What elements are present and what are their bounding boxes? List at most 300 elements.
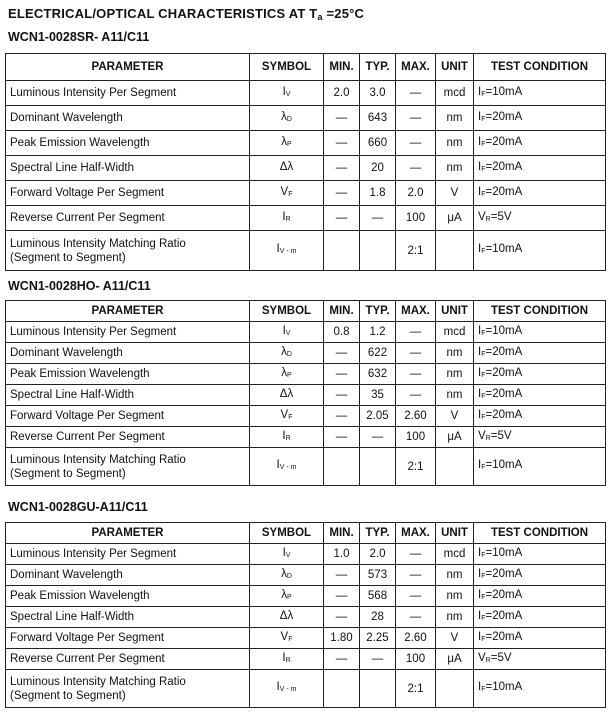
symbol-text: V: [280, 630, 289, 643]
cell-typ: 28: [360, 607, 396, 628]
symbol-subscript: V: [285, 329, 291, 337]
cell-min: —: [324, 181, 360, 206]
cell-typ: 643: [360, 106, 396, 131]
symbol-subscript: P: [287, 593, 292, 601]
cell-max: —: [396, 131, 436, 156]
parameter-text: Dominant Wavelength: [10, 347, 123, 359]
parameter-text: Dominant Wavelength: [10, 112, 123, 124]
condition-subscript: F: [481, 350, 486, 358]
cell-parameter: [6, 322, 250, 343]
condition-value: =20mA: [485, 630, 523, 643]
cell-min: —: [324, 649, 360, 670]
condition-subscript: F: [481, 464, 486, 471]
header-unit: UNIT: [436, 523, 474, 544]
condition-subscript: R: [485, 215, 491, 223]
cell-symbol: [250, 322, 324, 343]
cell-typ: 2.25: [360, 628, 396, 649]
cell-min: —: [324, 607, 360, 628]
header-max: MAX.: [396, 523, 436, 544]
condition-value: =10mA: [485, 85, 523, 98]
header-parameter: PARAMETER: [6, 301, 250, 322]
cell-typ: 3.0: [360, 81, 396, 106]
cell-test-condition: [474, 156, 606, 181]
symbol-subscript: R: [285, 215, 291, 223]
cell-max: —: [396, 385, 436, 406]
spec-table: [5, 53, 606, 271]
parameter-text: Forward Voltage Per Segment: [10, 187, 165, 199]
cell-test-condition: [474, 628, 606, 649]
symbol-text: I: [276, 681, 280, 693]
condition-value: =5V: [490, 210, 512, 223]
parameter-text: Spectral Line Half-Width: [10, 162, 134, 174]
cell-test-condition: [474, 81, 606, 106]
condition-value: =5V: [490, 651, 512, 664]
condition-symbol: I: [478, 160, 482, 173]
cell-typ: [360, 670, 396, 708]
header-symbol: SYMBOL: [250, 523, 324, 544]
cell-max: 2:1: [396, 448, 436, 486]
parameter-text: Forward Voltage Per Segment: [10, 632, 165, 644]
parameter-text: Forward Voltage Per Segment: [10, 410, 165, 422]
table-row: [6, 448, 606, 486]
cell-max: —: [396, 106, 436, 131]
cell-unit: nm: [436, 364, 474, 385]
cell-test-condition: [474, 231, 606, 271]
cell-parameter: [6, 649, 250, 670]
symbol-text: I: [282, 85, 286, 98]
symbol-text: I: [282, 210, 286, 223]
cell-parameter: [6, 231, 250, 271]
table-row: [6, 649, 606, 670]
section-title: WCN1-0028SR- A11/C11: [8, 30, 150, 44]
cell-min: —: [324, 427, 360, 448]
condition-subscript: F: [481, 371, 486, 379]
condition-subscript: F: [481, 248, 486, 255]
table-row: [6, 607, 606, 628]
cell-symbol: [250, 544, 324, 565]
condition-value: =20mA: [485, 110, 523, 123]
cell-unit: mcd: [436, 544, 474, 565]
cell-max: 2.60: [396, 406, 436, 427]
table-row: [6, 364, 606, 385]
condition-subscript: R: [485, 656, 491, 664]
cell-max: 2.0: [396, 181, 436, 206]
table-row: [6, 106, 606, 131]
symbol-text: λ: [281, 345, 287, 358]
cell-min: —: [324, 364, 360, 385]
table-row: [6, 544, 606, 565]
cell-min: [324, 670, 360, 708]
parameter-text: Reverse Current Per Segment: [10, 653, 165, 665]
cell-symbol: [250, 406, 324, 427]
symbol-text: V: [280, 185, 289, 198]
cell-max: 2:1: [396, 231, 436, 271]
cell-typ: 622: [360, 343, 396, 364]
parameter-text: Spectral Line Half-Width: [10, 389, 134, 401]
cell-max: —: [396, 156, 436, 181]
symbol-subscript: P: [287, 140, 292, 148]
condition-symbol: V: [478, 651, 486, 664]
cell-symbol: [250, 131, 324, 156]
table-row: [6, 156, 606, 181]
cell-parameter: [6, 364, 250, 385]
cell-unit: nm: [436, 131, 474, 156]
cell-test-condition: [474, 322, 606, 343]
condition-value: =10mA: [485, 324, 523, 337]
header-max: MAX.: [396, 301, 436, 322]
header-parameter: PARAMETER: [6, 523, 250, 544]
cell-unit: nm: [436, 565, 474, 586]
header-symbol: SYMBOL: [250, 54, 324, 81]
cell-test-condition: [474, 565, 606, 586]
cell-symbol: [250, 649, 324, 670]
cell-typ: 20: [360, 156, 396, 181]
cell-symbol: [250, 106, 324, 131]
table-row: [6, 385, 606, 406]
condition-value: =20mA: [485, 609, 523, 622]
condition-subscript: F: [481, 413, 486, 421]
cell-max: 100: [396, 206, 436, 231]
table-row: [6, 181, 606, 206]
cell-max: —: [396, 81, 436, 106]
parameter-text: Luminous Intensity Matching Ratio: [10, 237, 186, 250]
cell-parameter: [6, 406, 250, 427]
table-row: [6, 231, 606, 271]
cell-unit: [436, 448, 474, 486]
symbol-subscript: V - m: [279, 248, 297, 255]
cell-unit: [436, 231, 474, 271]
cell-symbol: [250, 670, 324, 708]
parameter-text-line2: (Segment to Segment): [10, 689, 126, 702]
header-row: [6, 523, 606, 544]
parameter-text: Luminous Intensity Matching Ratio: [10, 675, 186, 688]
cell-symbol: [250, 607, 324, 628]
cell-parameter: [6, 156, 250, 181]
symbol-text: Δλ: [279, 387, 294, 400]
symbol-text: I: [282, 546, 286, 559]
parameter-text: Luminous Intensity Matching Ratio: [10, 453, 186, 466]
condition-symbol: I: [478, 609, 482, 622]
parameter-text-line2: (Segment to Segment): [10, 467, 126, 480]
cell-test-condition: [474, 364, 606, 385]
cell-unit: mcd: [436, 81, 474, 106]
condition-symbol: I: [478, 567, 482, 580]
symbol-subscript: D: [286, 115, 292, 123]
condition-symbol: I: [478, 324, 482, 337]
cell-typ: 1.2: [360, 322, 396, 343]
section-title: WCN1-0028HO- A11/C11: [8, 279, 151, 293]
cell-unit: μA: [436, 649, 474, 670]
cell-test-condition: [474, 106, 606, 131]
header-typ: TYP.: [360, 523, 396, 544]
cell-parameter: [6, 628, 250, 649]
symbol-text: λ: [281, 366, 288, 379]
parameter-text: Reverse Current Per Segment: [10, 431, 165, 443]
condition-subscript: F: [481, 686, 486, 693]
header-row: [6, 54, 606, 81]
cell-max: —: [396, 544, 436, 565]
cell-parameter: [6, 181, 250, 206]
header-test-condition: TEST CONDITION: [474, 54, 606, 81]
cell-max: 100: [396, 649, 436, 670]
cell-unit: V: [436, 181, 474, 206]
header-min: MIN.: [324, 54, 360, 81]
header-parameter: PARAMETER: [6, 54, 250, 81]
table-row: [6, 586, 606, 607]
condition-symbol: V: [478, 429, 486, 442]
cell-typ: [360, 448, 396, 486]
parameter-text-line2: (Segment to Segment): [10, 251, 126, 264]
parameter-text: Peak Emission Wavelength: [10, 590, 150, 602]
parameter-text: Luminous Intensity Per Segment: [10, 326, 177, 338]
symbol-text: Δλ: [279, 609, 294, 622]
cell-parameter: [6, 385, 250, 406]
symbol-subscript: D: [286, 572, 292, 580]
cell-symbol: [250, 231, 324, 271]
cell-symbol: [250, 385, 324, 406]
symbol-subscript: F: [288, 635, 293, 643]
condition-symbol: I: [478, 588, 482, 601]
condition-subscript: F: [481, 329, 486, 337]
cell-symbol: [250, 181, 324, 206]
symbol-text: I: [282, 651, 286, 664]
cell-unit: nm: [436, 607, 474, 628]
table-row: [6, 628, 606, 649]
cell-symbol: [250, 448, 324, 486]
cell-min: 0.8: [324, 322, 360, 343]
cell-test-condition: [474, 343, 606, 364]
header-test-condition: TEST CONDITION: [474, 301, 606, 322]
cell-parameter: [6, 607, 250, 628]
symbol-text: V: [280, 408, 289, 421]
table-body: [6, 322, 606, 486]
cell-symbol: [250, 565, 324, 586]
condition-value: =20mA: [485, 366, 523, 379]
table-row: [6, 406, 606, 427]
table-row: [6, 427, 606, 448]
cell-unit: nm: [436, 156, 474, 181]
cell-typ: 35: [360, 385, 396, 406]
cell-test-condition: [474, 131, 606, 156]
parameter-text: Peak Emission Wavelength: [10, 368, 150, 380]
condition-symbol: I: [478, 366, 482, 379]
cell-parameter: [6, 670, 250, 708]
condition-value: =20mA: [485, 160, 523, 173]
header-row: [6, 301, 606, 322]
symbol-text: I: [276, 459, 280, 471]
condition-value: =10mA: [485, 681, 523, 693]
cell-symbol: [250, 343, 324, 364]
header-typ: TYP.: [360, 301, 396, 322]
symbol-subscript: R: [285, 434, 291, 442]
symbol-subscript: V - m: [279, 686, 297, 693]
condition-value: =20mA: [485, 387, 523, 400]
header-min: MIN.: [324, 301, 360, 322]
cell-parameter: [6, 544, 250, 565]
cell-min: —: [324, 131, 360, 156]
cell-min: 1.80: [324, 628, 360, 649]
condition-symbol: I: [478, 387, 482, 400]
condition-subscript: R: [485, 434, 491, 442]
title-suffix: =25°C: [322, 6, 365, 21]
parameter-text: Spectral Line Half-Width: [10, 611, 134, 623]
table-row: [6, 343, 606, 364]
condition-subscript: F: [481, 614, 486, 622]
cell-min: —: [324, 565, 360, 586]
condition-subscript: F: [481, 140, 486, 148]
condition-value: =20mA: [485, 345, 523, 358]
cell-min: 2.0: [324, 81, 360, 106]
condition-value: =20mA: [485, 408, 523, 421]
cell-test-condition: [474, 670, 606, 708]
symbol-subscript: V - m: [279, 464, 297, 471]
spec-table: [5, 522, 606, 708]
cell-symbol: [250, 81, 324, 106]
parameter-text: Dominant Wavelength: [10, 569, 123, 581]
cell-typ: 2.05: [360, 406, 396, 427]
cell-test-condition: [474, 448, 606, 486]
condition-symbol: I: [478, 243, 482, 255]
condition-symbol: I: [478, 630, 482, 643]
symbol-text: λ: [281, 135, 288, 148]
cell-unit: μA: [436, 427, 474, 448]
condition-value: =20mA: [485, 567, 523, 580]
cell-unit: nm: [436, 343, 474, 364]
page-title: [8, 6, 364, 22]
cell-parameter: [6, 106, 250, 131]
cell-test-condition: [474, 406, 606, 427]
header-unit: UNIT: [436, 54, 474, 81]
header-max: MAX.: [396, 54, 436, 81]
condition-symbol: V: [478, 210, 486, 223]
header-symbol: SYMBOL: [250, 301, 324, 322]
parameter-text: Luminous Intensity Per Segment: [10, 548, 177, 560]
cell-parameter: [6, 586, 250, 607]
cell-parameter: [6, 565, 250, 586]
condition-symbol: I: [478, 135, 482, 148]
symbol-subscript: V: [285, 551, 291, 559]
condition-subscript: F: [481, 115, 486, 123]
cell-symbol: [250, 586, 324, 607]
condition-subscript: F: [481, 593, 486, 601]
condition-subscript: F: [481, 165, 486, 173]
cell-max: —: [396, 607, 436, 628]
cell-max: —: [396, 565, 436, 586]
symbol-subscript: D: [286, 350, 292, 358]
table-body: [6, 544, 606, 708]
condition-value: =20mA: [485, 588, 523, 601]
cell-parameter: [6, 206, 250, 231]
parameter-text: Peak Emission Wavelength: [10, 137, 150, 149]
condition-symbol: I: [478, 110, 482, 123]
table-row: [6, 670, 606, 708]
table-row: [6, 131, 606, 156]
cell-symbol: [250, 628, 324, 649]
condition-value: =10mA: [485, 243, 523, 255]
condition-value: =20mA: [485, 135, 523, 148]
cell-min: —: [324, 406, 360, 427]
header-typ: TYP.: [360, 54, 396, 81]
cell-parameter: [6, 131, 250, 156]
condition-symbol: I: [478, 185, 482, 198]
cell-min: —: [324, 206, 360, 231]
cell-typ: 1.8: [360, 181, 396, 206]
symbol-text: λ: [281, 588, 288, 601]
condition-value: =5V: [490, 429, 512, 442]
cell-typ: 2.0: [360, 544, 396, 565]
cell-max: —: [396, 364, 436, 385]
cell-unit: [436, 670, 474, 708]
header-min: MIN.: [324, 523, 360, 544]
condition-value: =20mA: [485, 185, 523, 198]
parameter-text: Luminous Intensity Per Segment: [10, 87, 177, 99]
cell-test-condition: [474, 649, 606, 670]
section-title: WCN1-0028GU-A11/C11: [8, 500, 148, 514]
symbol-text: λ: [281, 567, 287, 580]
cell-parameter: [6, 343, 250, 364]
cell-unit: nm: [436, 586, 474, 607]
cell-max: 2:1: [396, 670, 436, 708]
condition-symbol: I: [478, 85, 482, 98]
cell-typ: —: [360, 427, 396, 448]
symbol-subscript: F: [288, 190, 293, 198]
symbol-text: I: [282, 429, 286, 442]
cell-min: —: [324, 586, 360, 607]
symbol-subscript: R: [285, 656, 291, 664]
cell-test-condition: [474, 206, 606, 231]
cell-test-condition: [474, 586, 606, 607]
parameter-text: Reverse Current Per Segment: [10, 212, 165, 224]
cell-test-condition: [474, 607, 606, 628]
cell-unit: nm: [436, 106, 474, 131]
table-row: [6, 322, 606, 343]
cell-min: —: [324, 343, 360, 364]
cell-typ: 573: [360, 565, 396, 586]
cell-unit: mcd: [436, 322, 474, 343]
condition-subscript: F: [481, 572, 486, 580]
header-unit: UNIT: [436, 301, 474, 322]
condition-subscript: F: [481, 551, 486, 559]
cell-typ: —: [360, 206, 396, 231]
cell-unit: V: [436, 628, 474, 649]
cell-min: [324, 448, 360, 486]
cell-test-condition: [474, 427, 606, 448]
cell-max: —: [396, 586, 436, 607]
symbol-text: I: [276, 243, 280, 255]
cell-min: [324, 231, 360, 271]
cell-unit: nm: [436, 385, 474, 406]
cell-symbol: [250, 364, 324, 385]
cell-max: 100: [396, 427, 436, 448]
symbol-text: λ: [281, 110, 287, 123]
condition-subscript: F: [481, 190, 486, 198]
symbol-text: Δλ: [279, 160, 294, 173]
cell-typ: —: [360, 649, 396, 670]
condition-symbol: I: [478, 546, 482, 559]
cell-min: —: [324, 156, 360, 181]
condition-symbol: I: [478, 459, 482, 471]
cell-max: —: [396, 343, 436, 364]
cell-unit: V: [436, 406, 474, 427]
symbol-text: I: [282, 324, 286, 337]
cell-test-condition: [474, 385, 606, 406]
condition-value: =10mA: [485, 459, 523, 471]
cell-test-condition: [474, 544, 606, 565]
cell-max: 2.60: [396, 628, 436, 649]
table-row: [6, 206, 606, 231]
condition-subscript: F: [481, 635, 486, 643]
title-subscript: a: [317, 12, 323, 22]
